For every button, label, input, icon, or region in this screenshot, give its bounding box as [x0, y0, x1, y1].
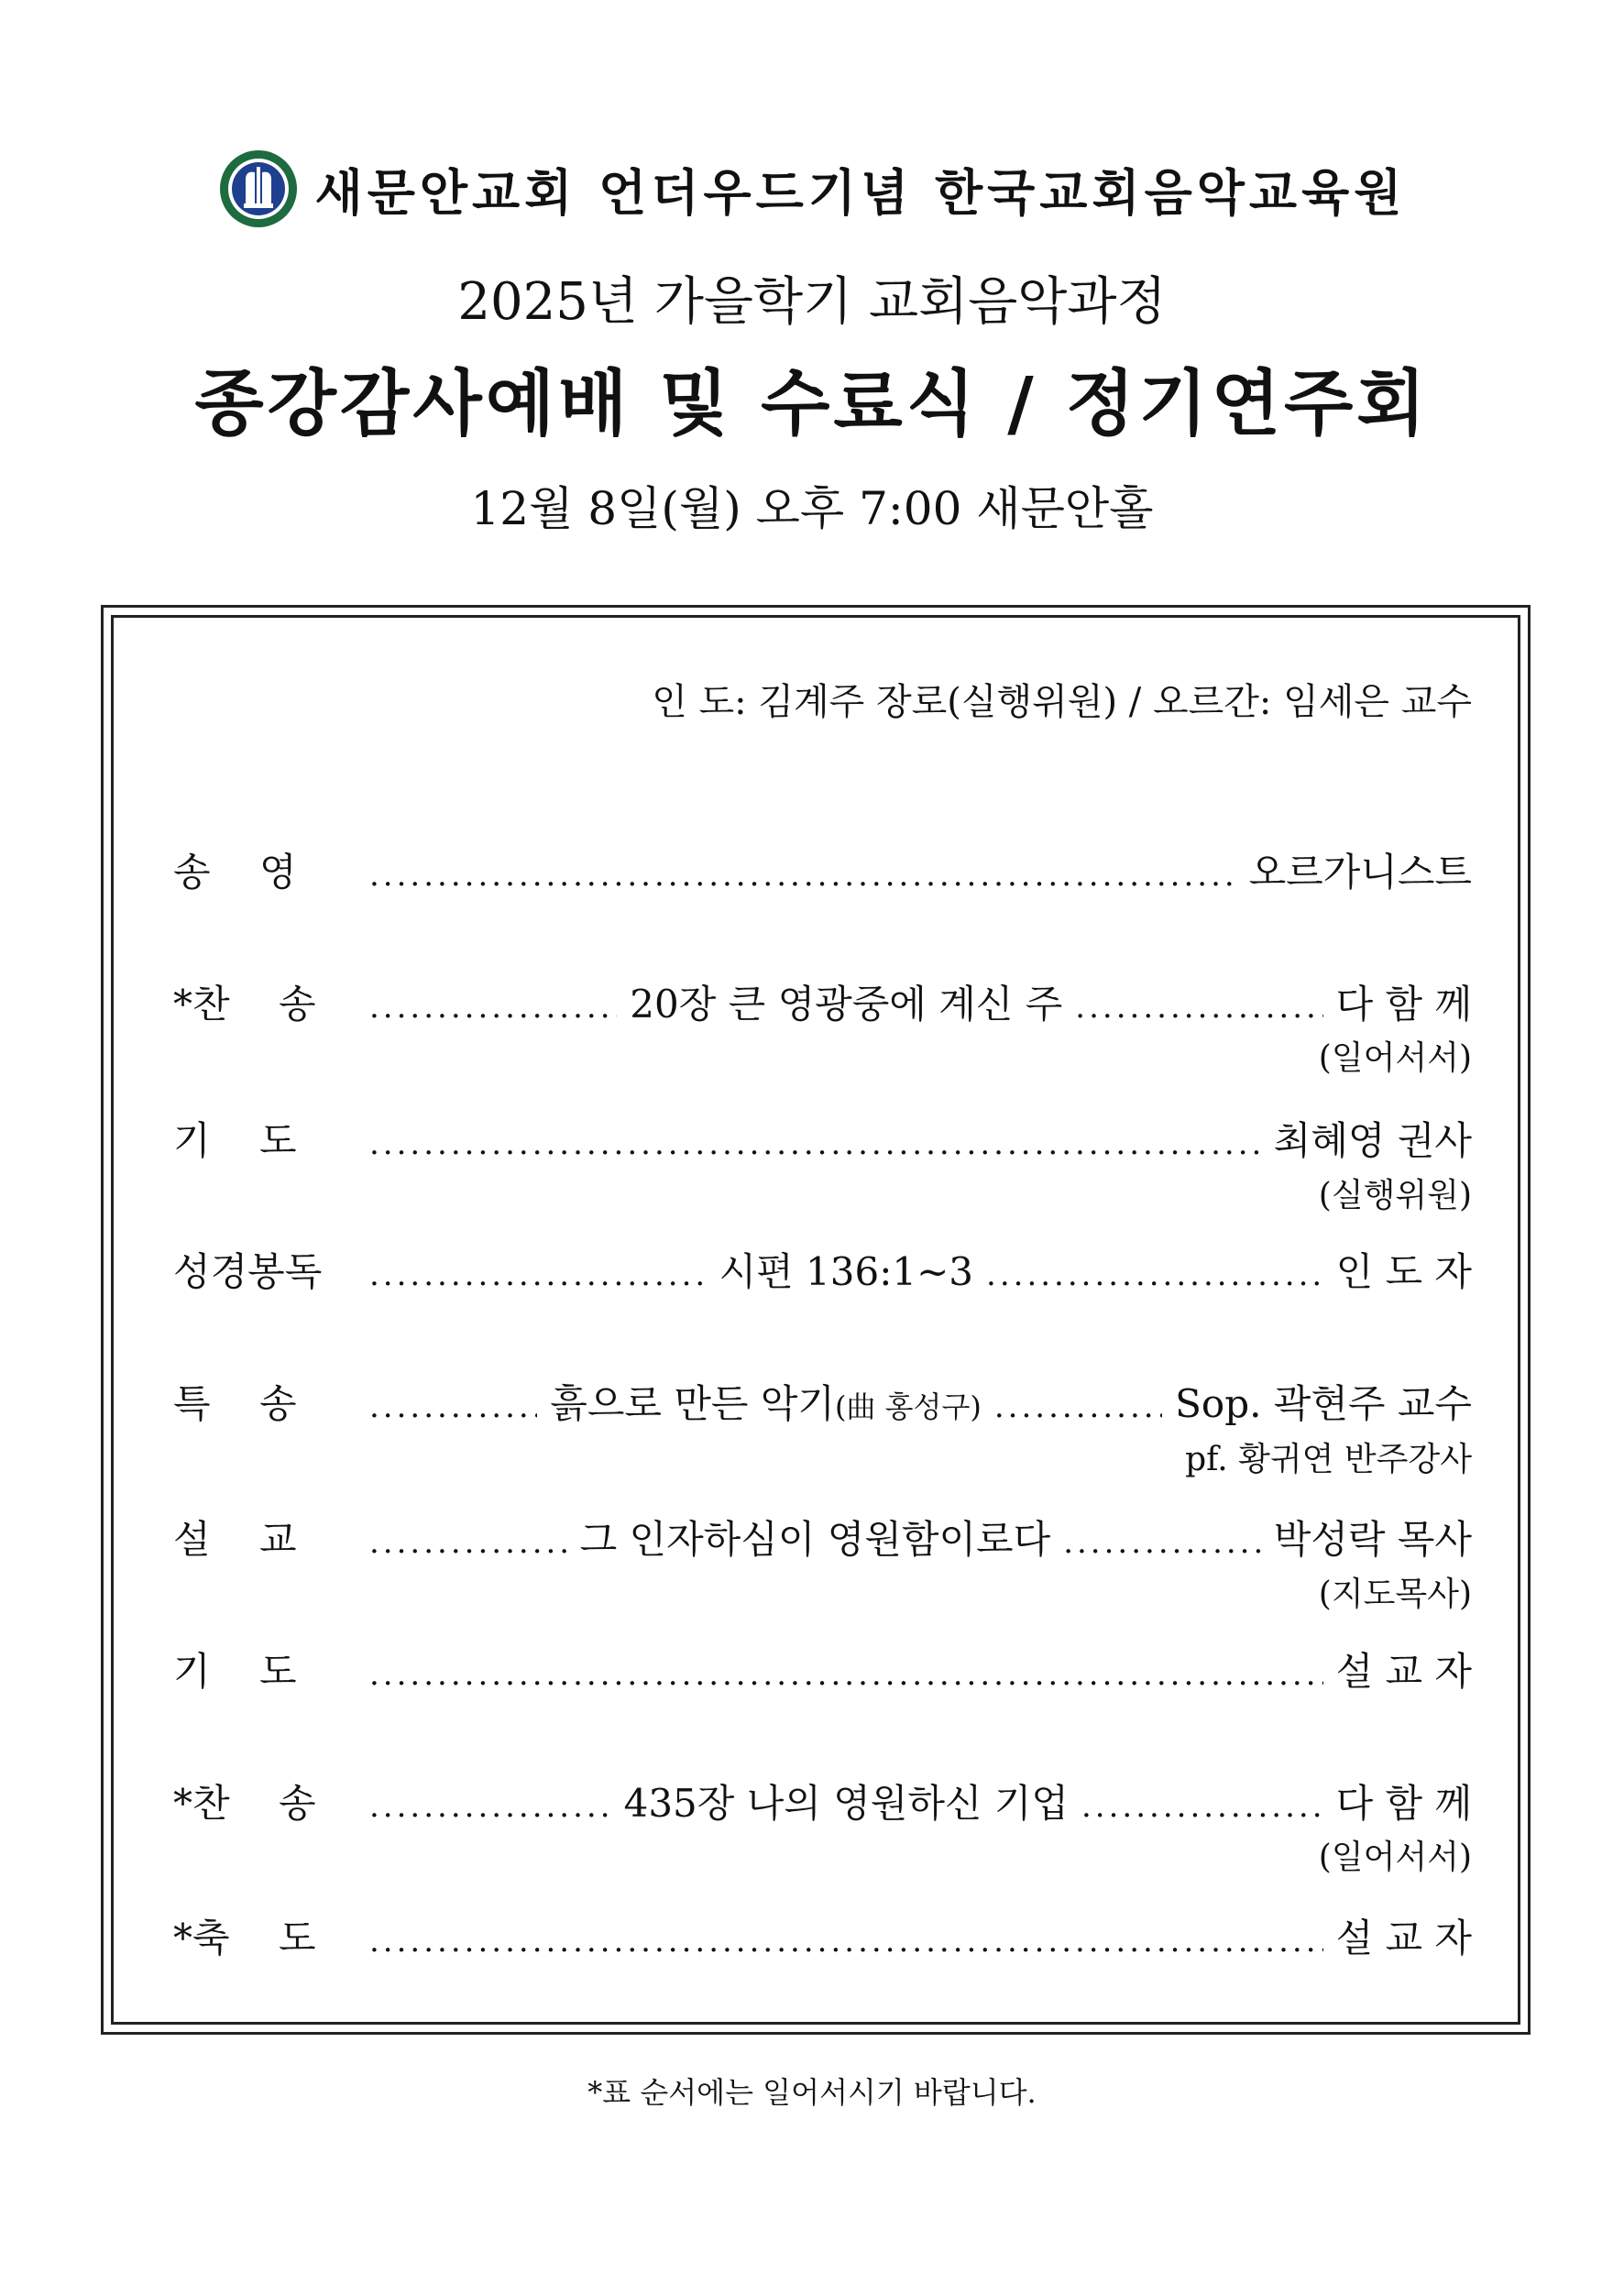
- item-content: [550, 1374, 982, 1429]
- service-leaders: 인 도: 김계주 장로(실행위원) / 오르간: 임세은 교수: [652, 681, 1472, 723]
- item-subnote: (실행위원): [1318, 1177, 1472, 1214]
- item-person: 인 도 자: [1335, 1249, 1472, 1294]
- dot-leader: [369, 1389, 537, 1425]
- item-subnote: (일어서서): [1318, 1039, 1472, 1077]
- program-item: [173, 1242, 1472, 1297]
- program-item: [173, 1908, 1472, 1963]
- item-person: 최혜영 권사: [1273, 1118, 1472, 1163]
- item-person: 박성락 목사: [1273, 1517, 1473, 1562]
- item-label: *축 도: [173, 1916, 316, 1960]
- dot-leader: [369, 1656, 1323, 1693]
- item-label: 송 영: [173, 850, 297, 895]
- dot-leader: [1063, 1524, 1261, 1561]
- item-person: Sop. 곽현주 교수: [1175, 1381, 1472, 1426]
- item-subnote: pf. 황귀연 반주강사: [1185, 1441, 1472, 1478]
- item-person: 설 교 자: [1335, 1916, 1472, 1960]
- item-label: 설 교: [173, 1517, 297, 1562]
- dot-leader: [1081, 1788, 1323, 1825]
- item-content: 20장 큰 영광중에 계신 주: [630, 982, 1063, 1027]
- dot-leader: [369, 1788, 611, 1825]
- dot-leader: [369, 1524, 567, 1561]
- course-title: 2025년 가을학기 교회음악과정: [457, 272, 1167, 332]
- church-logo-icon: [218, 148, 299, 229]
- composer-note: (曲 홍성구): [834, 1389, 982, 1424]
- event-datetime: 12월 8일(월) 오후 7:00 새문안홀: [470, 482, 1154, 535]
- dot-leader: [1075, 989, 1322, 1026]
- item-person: 오르가니스트: [1248, 850, 1472, 895]
- event-title: 종강감사예배 및 수료식 / 정기연주회: [194, 363, 1430, 445]
- program-item: [173, 1773, 1472, 1828]
- dot-leader: [986, 1257, 1323, 1293]
- dot-leader: [369, 1126, 1261, 1162]
- item-person: 설 교 자: [1335, 1649, 1472, 1694]
- dot-leader: [994, 1389, 1162, 1425]
- program-item: [173, 1374, 1472, 1429]
- item-person: 다 함 께: [1335, 1781, 1473, 1826]
- special-song-title: 흙으로 만든 악기: [550, 1381, 835, 1426]
- item-label: *찬 송: [173, 1781, 316, 1826]
- footer-note: *표 순서에는 일어서시기 바랍니다.: [587, 2075, 1037, 2110]
- program-box: [101, 605, 1531, 2035]
- item-content: 시편 136:1~3: [719, 1249, 974, 1294]
- program-item: [173, 842, 1472, 897]
- item-content: 435장 나의 영원하신 기업: [623, 1781, 1069, 1826]
- program-item: [173, 1510, 1472, 1565]
- dot-leader: [369, 989, 617, 1026]
- item-label: *찬 송: [173, 982, 316, 1027]
- program-box-inner: [111, 615, 1520, 2025]
- item-label: 성경봉독: [173, 1249, 323, 1294]
- program-item: [173, 1111, 1472, 1166]
- organization-header: [0, 148, 1624, 229]
- program-item: [173, 974, 1472, 1029]
- dot-leader: [369, 1923, 1323, 1960]
- item-content: 그 인자하심이 영원함이로다: [579, 1517, 1051, 1562]
- organization-name: 새문안교회 언더우드기념 한국교회음악교육원: [314, 163, 1407, 222]
- item-subnote: (지도목사): [1318, 1576, 1472, 1613]
- item-subnote: (일어서서): [1318, 1839, 1472, 1876]
- item-label: 특 송: [173, 1381, 297, 1426]
- program-item: [173, 1642, 1472, 1697]
- item-label: 기 도: [173, 1649, 297, 1694]
- item-person: 다 함 께: [1335, 982, 1473, 1027]
- dot-leader: [369, 857, 1236, 894]
- item-label: 기 도: [173, 1118, 297, 1163]
- dot-leader: [369, 1257, 707, 1293]
